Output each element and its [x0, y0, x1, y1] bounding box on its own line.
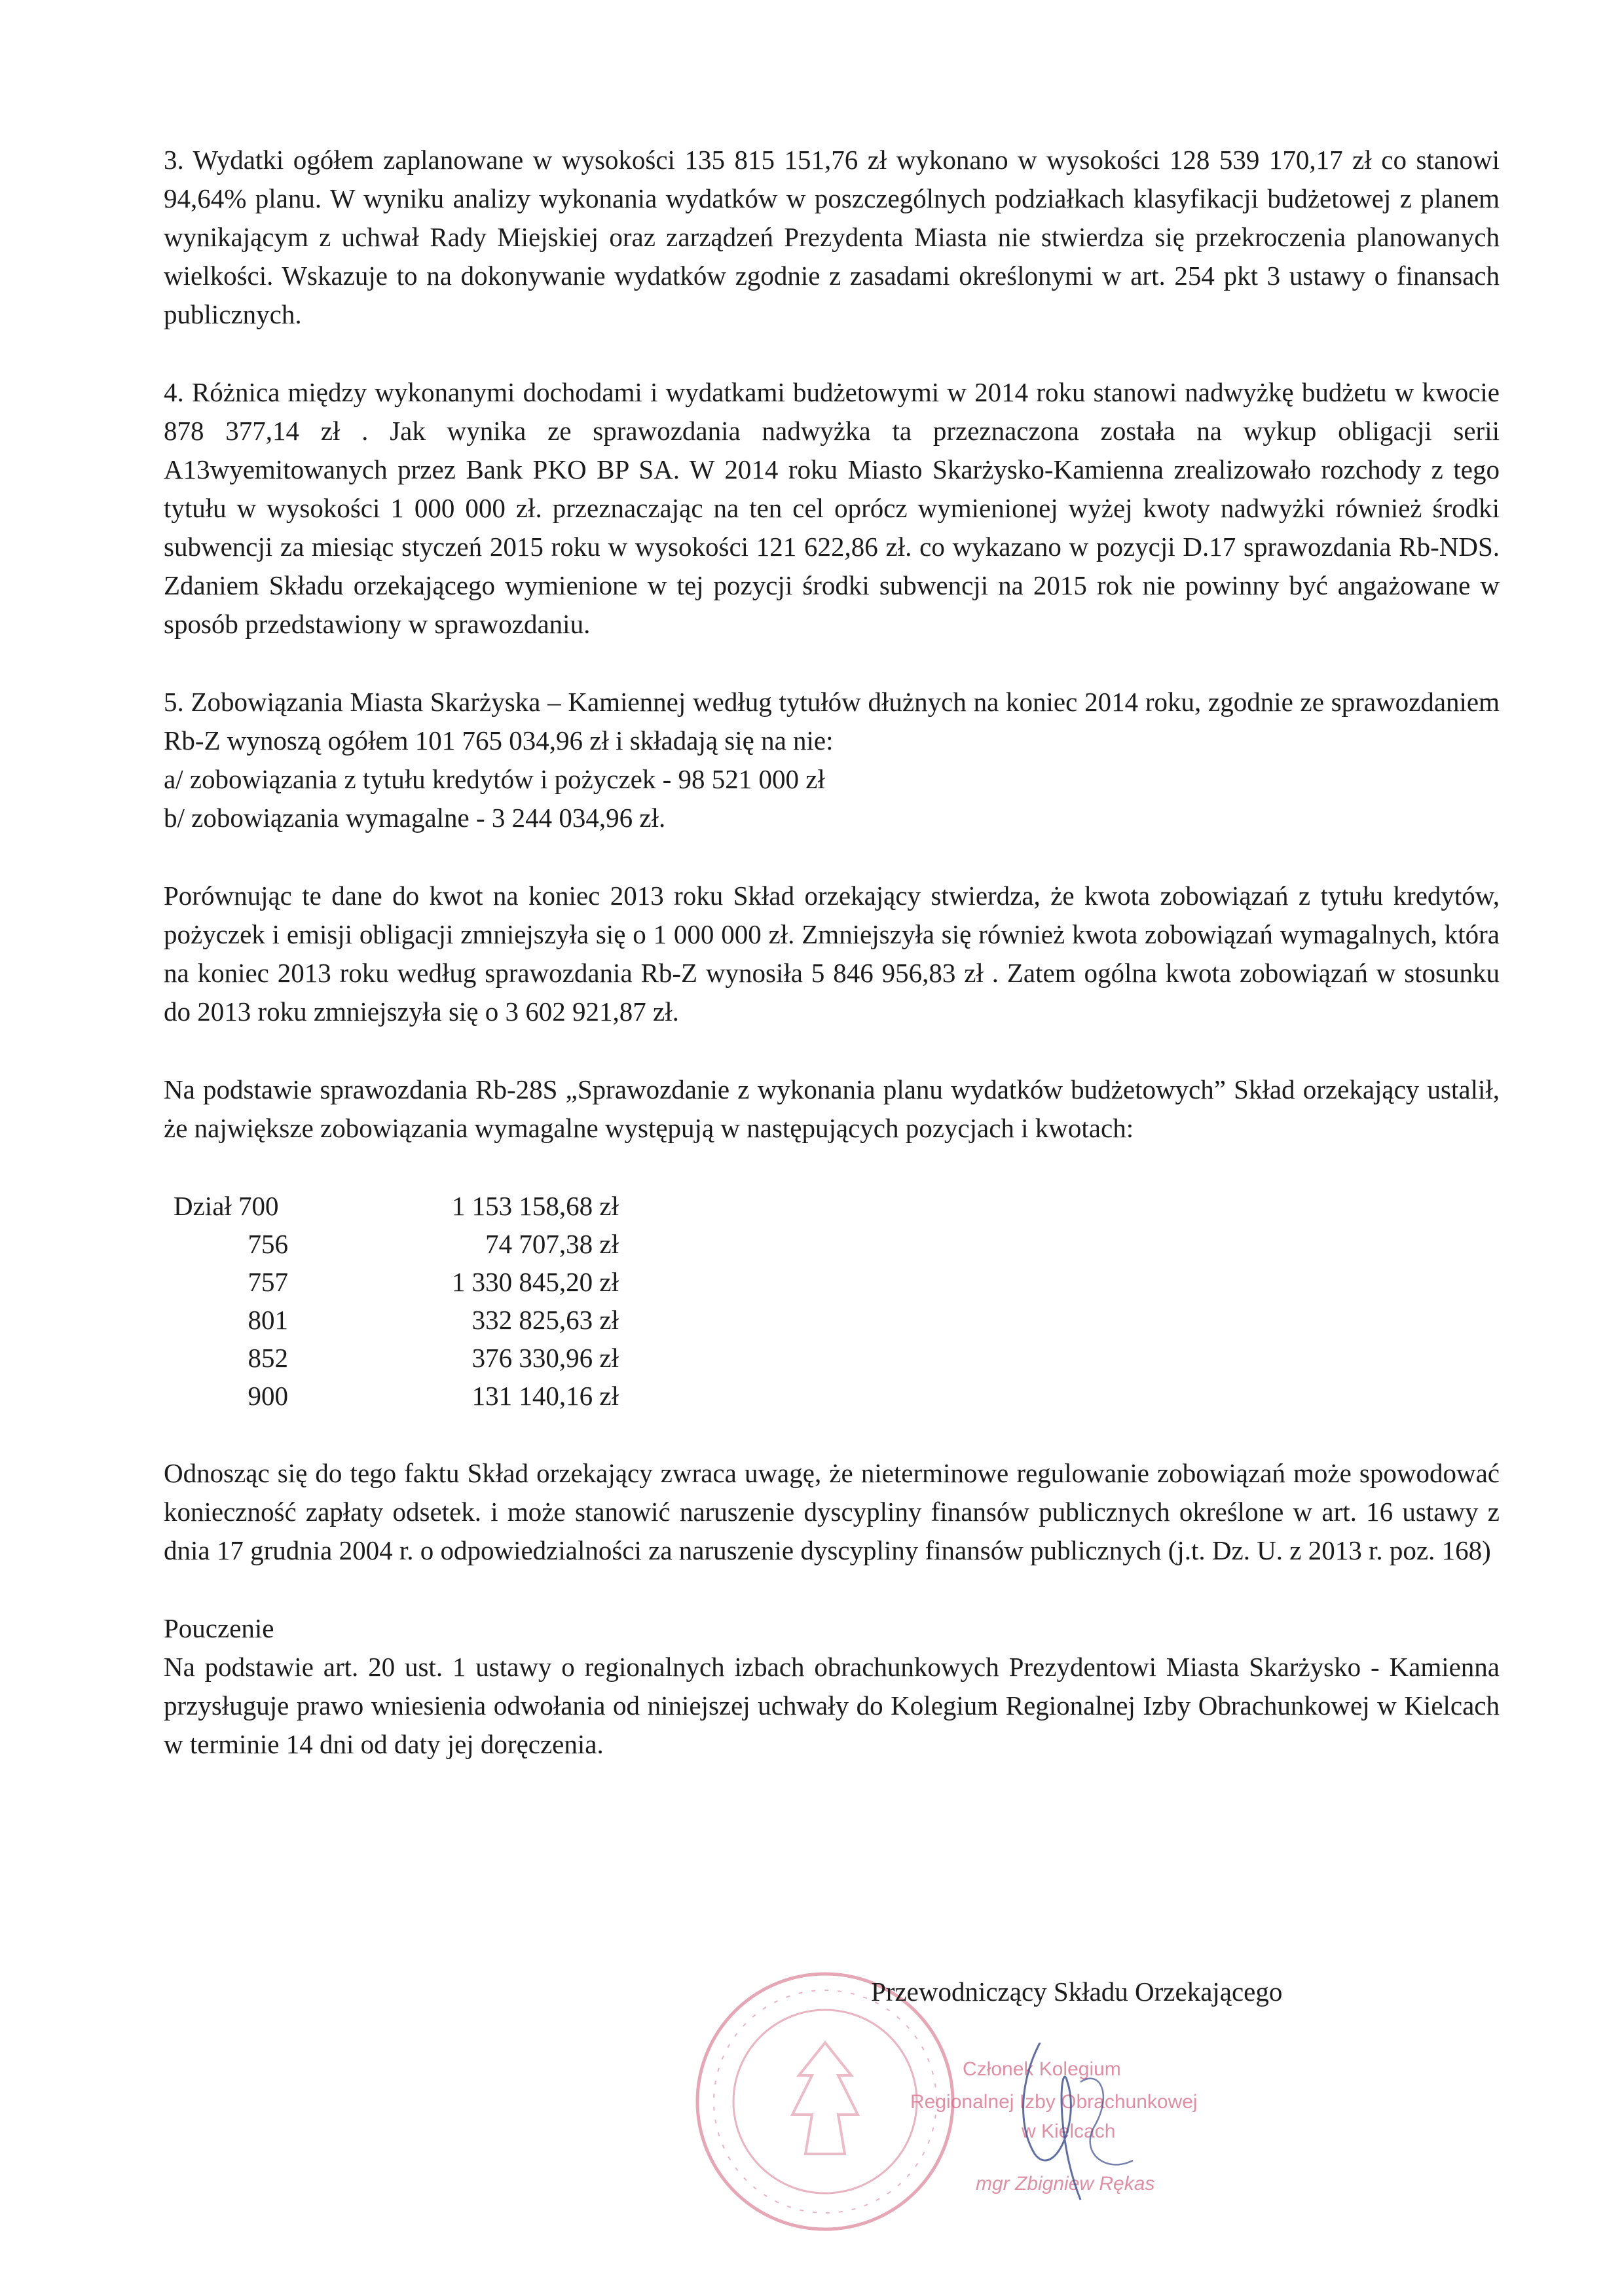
signature-title: Przewodniczący Składu Orzekającego [871, 1977, 1283, 2007]
table-row [174, 1301, 1500, 1339]
signature-block [688, 1964, 1473, 2239]
stamp-line-3: w Kielcach [1022, 2121, 1116, 2142]
table-row [174, 1339, 1500, 1377]
section-5-intro: 5. Zobowiązania Miasta Skarżyska – Kamiennej według tytułów dłużnych na koniec 2014 roku, zgodnie ze sprawozdaniem Rb-Z wynoszą ogółem 101 765 034,96 zł i składają się na nie: [164, 687, 1500, 756]
stamp-line-2: Regionalnej Izby Obrachunkowej [910, 2091, 1198, 2113]
comparison-paragraph: Porównując te dane do kwot na koniec 2013 roku Skład orzekający stwierdza, że kwota zobowiązań z tytułu kredytów, pożyczek i emisji obligacji zmniejszyła się o 1 000 000 zł. Zmniejszyła się również kwota zobowiązań wymagalnych, która na koniec 2013 roku według sprawozdania Rb-Z wynosiła 5 846 956,83 zł . Zatem ogólna kwota zobowiązań w stosunku do 2013 roku zmniejszyła się o 3 602 921,87 zł. [164, 881, 1500, 1027]
name-stamp [884, 2043, 1277, 2213]
stamp-line-1: Członek Kolegium [963, 2058, 1121, 2080]
table-row-amount: 131 140,16 zł [471, 1381, 619, 1411]
table-row-amount: 332 825,63 zł [471, 1305, 619, 1335]
table-row-amount: 376 330,96 zł [471, 1343, 619, 1373]
section-5-item-b: b/ zobowiązania wymagalne - 3 244 034,96 zł. [164, 803, 666, 833]
table-row-label: 756 [248, 1229, 288, 1259]
rb28s-paragraph: Na podstawie sprawozdania Rb-28S „Sprawozdanie z wykonania planu wydatków budżetowych” Skład orzekający ustalił, że największe zobowiązania wymagalne występują w następujących pozycjach i kwotach: [164, 1074, 1500, 1143]
table-row-label: 852 [248, 1343, 288, 1373]
table-row [174, 1263, 1500, 1301]
table-row [174, 1377, 1500, 1415]
reference-paragraph: Odnosząc się do tego faktu Skład orzekający zwraca uwagę, że nieterminowe regulowanie zobowiązań może spowodować konieczność zapłaty odsetek. i może stanowić naruszenie dyscypliny finansów publicznych określone w art. 16 ustawy z dnia 17 grudnia 2004 r. o odpowiedzialności za naruszenie dyscypliny finansów publicznych (j.t. Dz. U. z 2013 r. poz. 168) [164, 1458, 1500, 1565]
table-row [174, 1187, 1500, 1225]
table-row-label: 900 [248, 1381, 288, 1411]
pouczenie-heading: Pouczenie [164, 1613, 274, 1643]
section-4-paragraph: 4. Różnica między wykonanymi dochodami i wydatkami budżetowymi w 2014 roku stanowi nadwyżkę budżetu w kwocie 878 377,14 zł . Jak wynika ze sprawozdania nadwyżka ta przeznaczona została na wykup obligacji serii A13wyemitowanych przez Bank PKO BP SA. W 2014 roku Miasto Skarżysko-Kamienna zrealizowało rozchody z tego tytułu w wysokości 1 000 000 zł. przeznaczając na ten cel oprócz wymienionej wyżej kwoty nadwyżki również środki subwencji za miesiąc styczeń 2015 roku w wysokości 121 622,86 zł. co wykazano w pozycji D.17 sprawozdania Rb-NDS. Zdaniem Składu orzekającego wymienione w tej pozycji środki subwencji na 2015 rok nie powinny być angażowane w sposób przedstawiony w sprawozdaniu. [164, 377, 1500, 639]
section-5-item-a: a/ zobowiązania z tytułu kredytów i pożyczek - 98 521 000 zł [164, 764, 825, 794]
table-row-amount: 1 330 845,20 zł [451, 1267, 619, 1297]
table-row-label: 757 [248, 1267, 288, 1297]
table-row-label: Dział 700 [174, 1191, 279, 1221]
section-3-paragraph: 3. Wydatki ogółem zaplanowane w wysokości 135 815 151,76 zł wykonano w wysokości 128 539 170,17 zł co stanowi 94,64% planu. W wyniku analizy wykonania wydatków w poszczególnych podziałkach klasyfikacji budżetowej z planem wynikającym z uchwał Rady Miejskiej oraz zarządzeń Prezydenta Miasta nie stwierdza się przekroczenia planowanych wielkości. Wskazuje to na dokonywanie wydatków zgodnie z zasadami określonymi w art. 254 pkt 3 ustawy o finansach publicznych. [164, 145, 1500, 329]
document-body [164, 141, 1500, 1764]
table-row-amount: 74 707,38 zł [485, 1229, 619, 1259]
liabilities-table [174, 1187, 1500, 1415]
table-row-label: 801 [248, 1305, 288, 1335]
table-row-amount: 1 153 158,68 zł [451, 1191, 619, 1221]
table-row [174, 1225, 1500, 1263]
stamp-line-4: mgr Zbigniew Rękas [976, 2173, 1155, 2195]
pouczenie-paragraph: Na podstawie art. 20 ust. 1 ustawy o regionalnych izbach obrachunkowych Prezydentowi Miasta Skarżysko - Kamienna przysługuje prawo wniesienia odwołania od niniejszej uchwały do Kolegium Regionalnej Izby Obrachunkowej w Kielcach w terminie 14 dni od daty jej doręczenia. [164, 1652, 1500, 1759]
